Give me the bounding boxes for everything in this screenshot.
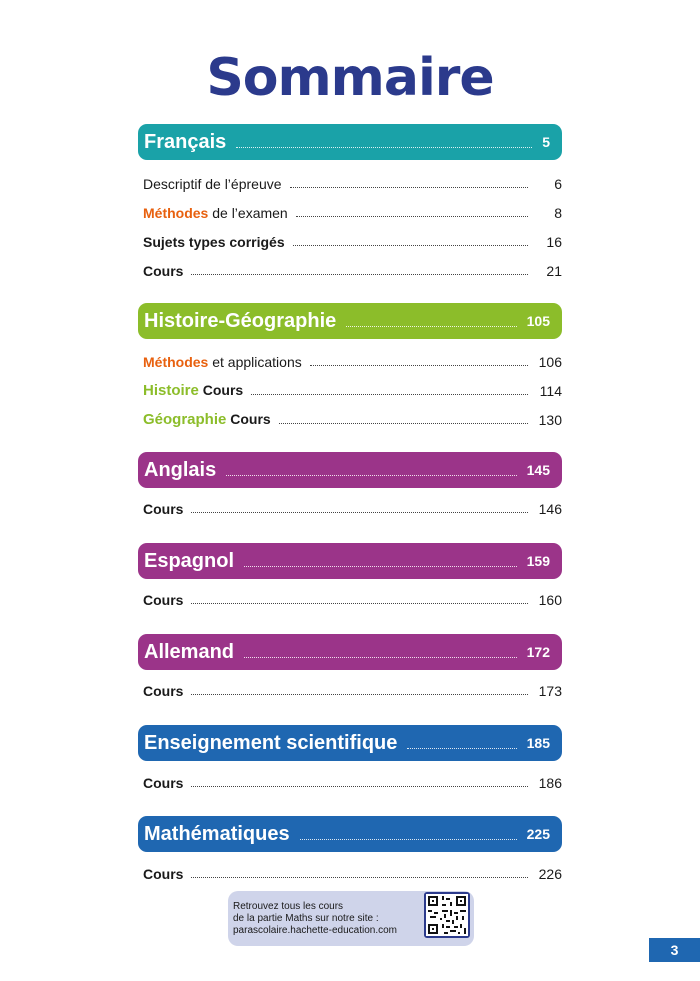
qr-note-text <box>233 901 397 937</box>
qr-note-line: de la partie Maths sur notre site : <box>233 913 379 924</box>
toc-label: Cours <box>143 262 184 279</box>
toc-row[interactable] <box>138 405 562 434</box>
leader-dots <box>407 748 516 749</box>
section-title: Français <box>144 130 227 153</box>
section-title: Allemand <box>144 640 235 663</box>
section-header[interactable] <box>138 634 562 670</box>
toc-row[interactable] <box>138 859 562 888</box>
toc-page: 146 <box>538 500 562 517</box>
toc-row[interactable] <box>138 256 562 285</box>
toc-page: 16 <box>546 233 562 250</box>
leader-dots <box>346 326 516 327</box>
leader-dots <box>236 147 532 148</box>
toc-row[interactable] <box>138 347 562 376</box>
leader-dots <box>244 566 517 567</box>
toc-row[interactable] <box>138 198 562 227</box>
toc-row[interactable] <box>138 494 562 523</box>
toc-page: 130 <box>538 411 562 428</box>
section-title: Anglais <box>144 458 217 481</box>
section-page: 5 <box>542 134 550 150</box>
section-page: 105 <box>526 313 550 329</box>
toc-page: 106 <box>538 353 562 370</box>
section-header[interactable] <box>138 303 562 339</box>
leader-dots <box>279 423 528 424</box>
section-title: Mathématiques <box>144 822 290 845</box>
toc-label: Sujets types corrigés <box>143 233 285 250</box>
section-page: 225 <box>526 826 550 842</box>
toc-page: 160 <box>538 591 562 608</box>
leader-dots <box>191 274 528 275</box>
section-title: Enseignement scientifique <box>144 731 398 754</box>
leader-dots <box>191 786 528 787</box>
toc-accent: Géographie <box>143 411 227 428</box>
qr-code-icon[interactable] <box>424 892 470 938</box>
section-mathematiques <box>138 816 562 888</box>
toc-row[interactable] <box>138 169 562 198</box>
section-page: 185 <box>526 735 550 751</box>
section-header[interactable] <box>138 543 562 579</box>
toc-page: 6 <box>554 175 562 192</box>
section-espagnol <box>138 543 562 614</box>
section-header[interactable] <box>138 725 562 761</box>
section-histoire-geographie <box>138 303 562 434</box>
toc-row[interactable] <box>138 227 562 256</box>
qr-note[interactable] <box>228 891 474 946</box>
leader-dots <box>310 365 528 366</box>
toc-label: Descriptif de l’épreuve <box>143 175 282 192</box>
toc-label: Cours <box>198 382 244 398</box>
leader-dots <box>251 394 528 395</box>
qr-note-line: Retrouvez tous les cours <box>233 901 344 912</box>
toc-page: 114 <box>539 382 562 399</box>
toc-page: 173 <box>538 682 562 699</box>
section-page: 159 <box>526 553 550 569</box>
section-anglais <box>138 452 562 523</box>
toc-page: 8 <box>554 204 562 221</box>
toc-accent: Histoire <box>143 382 199 399</box>
page-title: Sommaire <box>206 48 494 108</box>
toc-label: Cours <box>143 500 184 517</box>
toc-label: Cours <box>143 774 184 791</box>
section-title: Espagnol <box>144 549 235 572</box>
toc-label: de l’examen <box>208 204 288 221</box>
leader-dots <box>244 657 517 658</box>
leader-dots <box>191 877 528 878</box>
toc-label: et applications <box>208 353 302 370</box>
toc-label: Cours <box>143 591 184 608</box>
toc-page: 226 <box>538 865 562 882</box>
toc-label: Cours <box>143 865 184 882</box>
leader-dots <box>300 839 517 840</box>
toc-page: 21 <box>546 262 562 279</box>
section-header[interactable] <box>138 452 562 488</box>
toc-row[interactable] <box>138 676 562 705</box>
toc-row[interactable] <box>138 768 562 797</box>
toc-row[interactable] <box>138 376 562 405</box>
section-title: Histoire-Géographie <box>144 309 337 332</box>
section-enseignement-scientifique <box>138 725 562 797</box>
leader-dots <box>191 512 528 513</box>
leader-dots <box>296 216 528 217</box>
section-header[interactable] <box>138 816 562 852</box>
leader-dots <box>191 694 528 695</box>
toc-label: Cours <box>143 682 184 699</box>
toc-label: Cours <box>226 411 271 427</box>
page-number: 3 <box>649 938 700 962</box>
section-allemand <box>138 634 562 705</box>
leader-dots <box>290 187 528 188</box>
leader-dots <box>191 603 528 604</box>
leader-dots <box>226 475 516 476</box>
toc-accent: Méthodes <box>143 204 209 221</box>
toc-page: 186 <box>538 774 562 791</box>
section-page: 145 <box>526 462 550 478</box>
section-header[interactable] <box>138 124 562 160</box>
qr-note-url[interactable]: parascolaire.hachette-education.com <box>233 925 397 936</box>
toc-accent: Méthodes <box>143 353 209 370</box>
section-francais <box>138 124 562 285</box>
toc-row[interactable] <box>138 585 562 614</box>
leader-dots <box>293 245 528 246</box>
section-page: 172 <box>526 644 550 660</box>
